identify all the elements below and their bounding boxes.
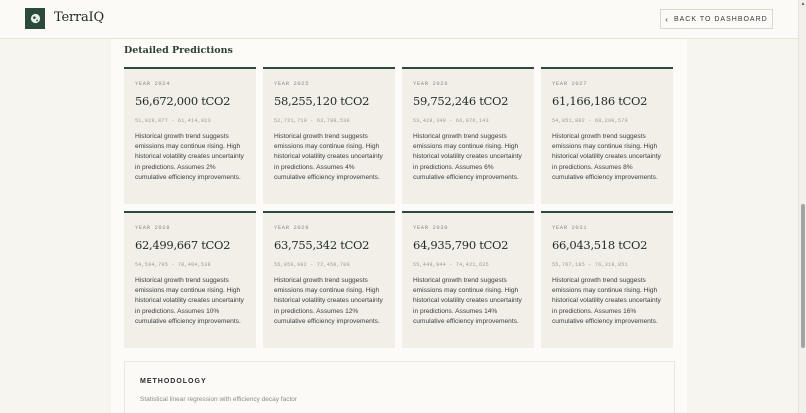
- prediction-card: [263, 67, 395, 204]
- card-description: Historical growth trend suggests emissions may continue rising. High historical volatility creates uncertainty in predictions. Assumes 16% cumulative efficiency improvements.: [552, 277, 661, 325]
- card-description: Historical growth trend suggests emissions may continue rising. High historical volatility creates uncertainty in predictions. Assumes 6% cumulative efficiency improvements.: [413, 133, 522, 181]
- card-description: Historical growth trend suggests emissions may continue rising. High historical volatility creates uncertainty in predictions. Assumes 8% cumulative efficiency improvements.: [552, 133, 661, 181]
- scrollbar[interactable]: [798, 0, 806, 413]
- card-value: 61,166,186 tCO2: [552, 94, 648, 108]
- card-year: YEAR 2030: [413, 224, 449, 231]
- prediction-card: [541, 211, 673, 348]
- card-value: 62,499,667 tCO2: [135, 238, 231, 252]
- card-year: YEAR 2026: [413, 80, 449, 87]
- section-title: Detailed Predictions: [124, 45, 233, 56]
- card-year: YEAR 2028: [135, 224, 171, 231]
- card-value: 59,752,246 tCO2: [413, 94, 509, 108]
- card-range: 55,059,982 - 72,450,700: [274, 262, 350, 268]
- card-year: YEAR 2024: [135, 80, 171, 87]
- methodology-panel: [124, 361, 675, 413]
- methodology-text: Statistical linear regression with efficiency decay factor: [140, 396, 298, 403]
- card-description: Historical growth trend suggests emissions may continue rising. High historical volatility creates uncertainty in predictions. Assumes 12% cumulative efficiency improvements.: [274, 277, 383, 325]
- back-to-dashboard-button[interactable]: [660, 9, 773, 29]
- methodology-title: METHODOLOGY: [140, 378, 207, 385]
- card-value: 58,255,120 tCO2: [274, 94, 370, 108]
- brand-name[interactable]: TerraIQ: [54, 10, 104, 25]
- card-range: 54,594,795 - 70,404,538: [135, 262, 211, 268]
- card-year: YEAR 2029: [274, 224, 310, 231]
- prediction-card: [541, 67, 673, 204]
- card-value: 64,935,790 tCO2: [413, 238, 509, 252]
- prediction-card: [124, 211, 256, 348]
- predictions-grid: [124, 67, 675, 348]
- card-description: Historical growth trend suggests emissions may continue rising. High historical volatility creates uncertainty in predictions. Assumes 10% cumulative efficiency improvements.: [135, 277, 244, 325]
- scrollbar-thumb[interactable]: [801, 204, 805, 348]
- scroll-up-icon[interactable]: ▴: [801, 1, 805, 7]
- logo[interactable]: [25, 8, 45, 29]
- globe-icon: [30, 13, 41, 24]
- prediction-card: [263, 211, 395, 348]
- prediction-card: [402, 211, 534, 348]
- card-range: 52,721,710 - 63,788,530: [274, 118, 350, 124]
- card-year: YEAR 2025: [274, 80, 310, 87]
- back-button-label: BACK TO DASHBOARD: [673, 15, 768, 23]
- card-range: 54,051,802 - 68,280,570: [552, 118, 628, 124]
- card-range: 55,449,944 - 74,421,635: [413, 262, 489, 268]
- card-description: Historical growth trend suggests emissions may continue rising. High historical volatility creates uncertainty in predictions. Assumes 4% cumulative efficiency improvements.: [274, 133, 383, 181]
- card-year: YEAR 2031: [552, 224, 588, 231]
- top-bar: [0, 0, 798, 39]
- card-description: Historical growth trend suggests emissions may continue rising. High historical volatility creates uncertainty in predictions. Assumes 14% cumulative efficiency improvements.: [413, 277, 522, 325]
- card-range: 55,767,185 - 76,319,851: [552, 262, 628, 268]
- card-range: 53,428,349 - 66,076,143: [413, 118, 489, 124]
- card-year: YEAR 2027: [552, 80, 588, 87]
- card-value: 63,755,342 tCO2: [274, 238, 370, 252]
- prediction-card: [124, 67, 256, 204]
- card-range: 51,929,877 - 61,414,923: [135, 118, 211, 124]
- card-description: Historical growth trend suggests emissions may continue rising. High historical volatility creates uncertainty in predictions. Assumes 2% cumulative efficiency improvements.: [135, 133, 244, 181]
- card-value: 56,672,000 tCO2: [135, 94, 231, 108]
- chevron-left-icon: ‹: [665, 14, 669, 24]
- card-value: 66,043,518 tCO2: [552, 238, 648, 252]
- prediction-card: [402, 67, 534, 204]
